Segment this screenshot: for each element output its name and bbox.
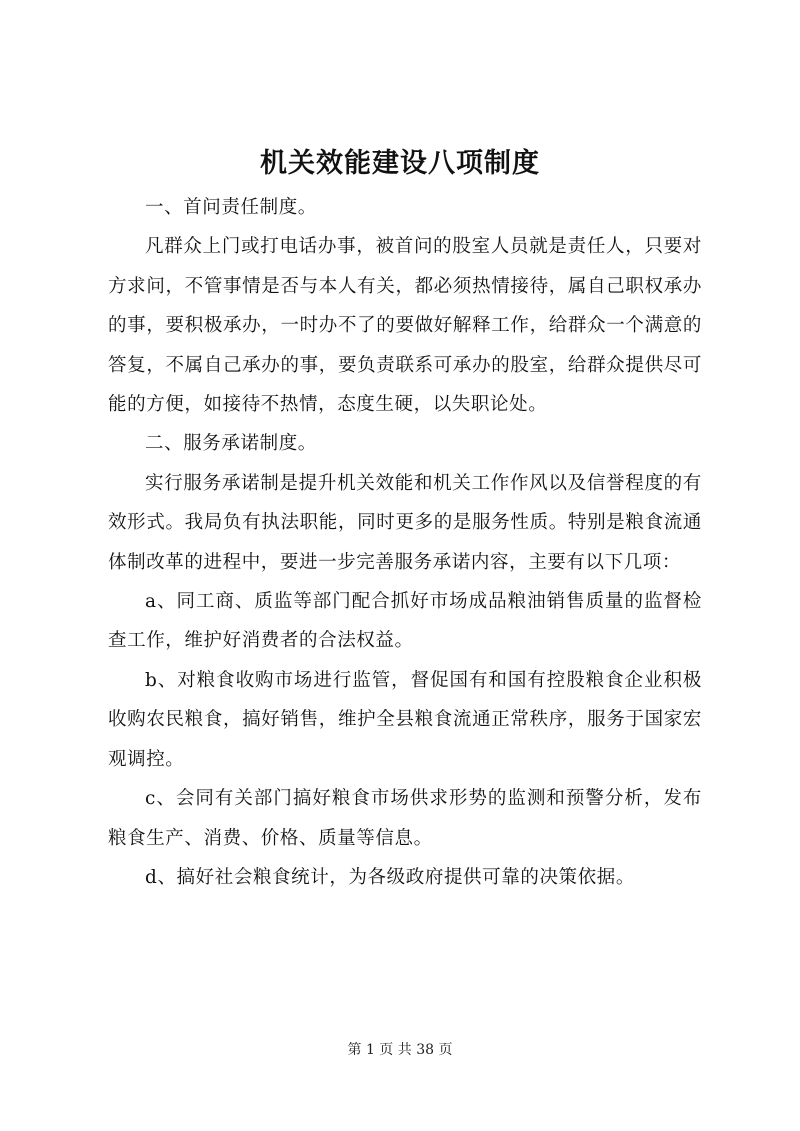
section-heading-first-contact: 一、首问责任制度。 bbox=[145, 197, 317, 218]
paragraph-service-commitment: 实行服务承诺制是提升机关效能和机关工作作风以及信誉程度的有效形式。我局负有执法职能，同时更多的是服务性质。特别是粮食流通体制改革的进程中，要进一步完善服务承诺内容，主要有以下几项： bbox=[108, 472, 702, 573]
document-body bbox=[108, 188, 702, 897]
list-item-d: d、搞好社会粮食统计，为各级政府提供可靠的决策依据。 bbox=[145, 866, 635, 888]
page-footer: 第 1 页 共 38 页 bbox=[347, 1042, 453, 1058]
list-item-a: a、同工商、质监等部门配合抓好市场成品粮油销售质量的监督检查工作，维护好消费者的合法权益。 bbox=[108, 591, 702, 652]
paragraph-first-contact: 凡群众上门或打电话办事，被首问的股室人员就是责任人，只要对方求问，不管事情是否与本人有关，都必须热情接待，属自己职权承办的事，要积极承办，一时办不了的要做好解释工作，给群众一个满意的答复，不属自己承办的事，要负责联系可承办的股室，给群众提供尽可能的方便，如接待不热情，态度生硬，以失职论处。 bbox=[108, 236, 702, 416]
document-title: 机关效能建设八项制度 bbox=[260, 148, 540, 179]
list-item-c: c、会同有关部门搞好粮食市场供求形势的监测和预警分析，发布粮食生产、消费、价格、质量等信息。 bbox=[108, 788, 702, 849]
section-heading-service-commitment: 二、服务承诺制度。 bbox=[145, 433, 317, 455]
list-item-b: b、对粮食收购市场进行监管，督促国有和国有控股粮食企业积极收购农民粮食，搞好销售，维护全县粮食流通正常秩序，服务于国家宏观调控。 bbox=[108, 669, 702, 770]
